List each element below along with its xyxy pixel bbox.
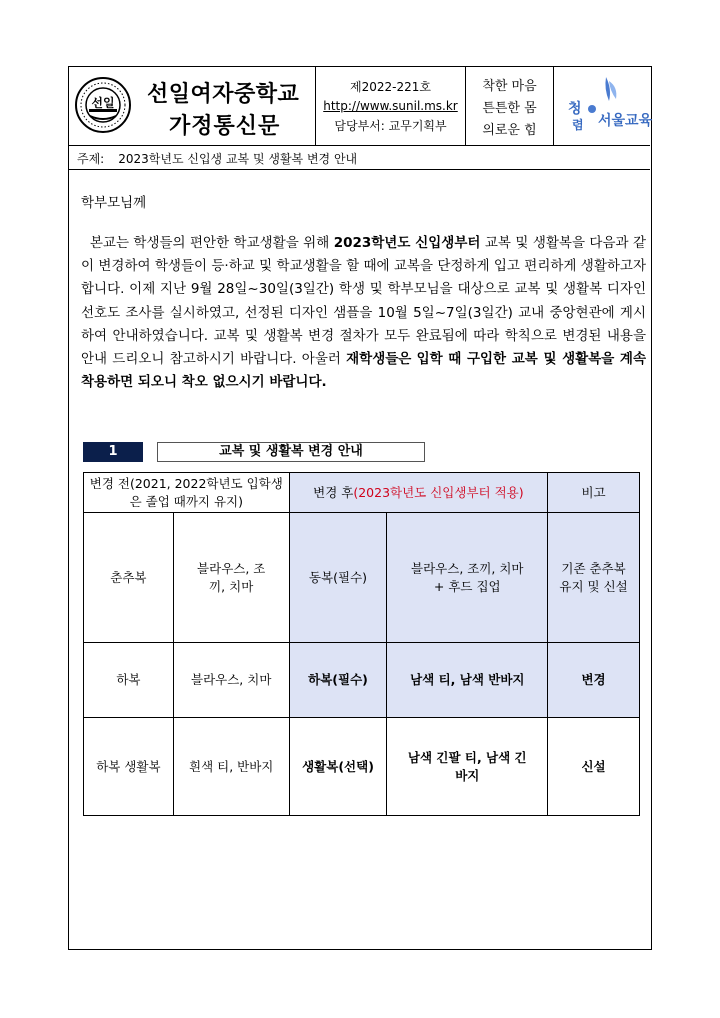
greeting: 학부모님께 [81, 195, 147, 211]
emblem-text: 선일 [91, 96, 115, 110]
after-items: 남색 티, 남색 반바지 [387, 643, 548, 718]
note: 변경 [548, 643, 640, 718]
header-before: 변경 전(2021, 2022학년도 입학생은 졸업 때까지 유지) [84, 473, 290, 513]
subject-text: 2023학년도 신입생 교복 및 생활복 변경 안내 [118, 152, 358, 166]
uniform-change-table [83, 472, 640, 816]
after-type: 하복(필수) [289, 643, 387, 718]
body-bold-3: 입학 때 구입한 교복 및 생활복을 계속 착용하면 되오니 착오 없으시기 바랍니다. [81, 351, 646, 391]
svg-text:서울교육: 서울교육 [598, 113, 653, 129]
section-title: 교복 및 생활복 변경 안내 [157, 442, 425, 462]
letter-body [81, 232, 646, 394]
letter-header [69, 67, 653, 146]
table-row [84, 643, 640, 718]
school-url-link[interactable]: http://www.sunil.ms.kr [323, 99, 458, 113]
before-type: 춘추복 [84, 513, 174, 643]
body-text-1: 본교는 학생들의 편안한 학교생활을 위해 [89, 235, 334, 251]
body-text-2: 교복 및 생활복을 다음과 같이 변경하여 학생들이 등·하교 및 학교생활을 할 때에 교복을 단정하게 입고 편리하게 생활하고자 합니다. 이제 지난 9월 28일~30일(3일간) 학생 및 학부모님을 대상으로 교복 및 생활복 디자인 선호도 조사를 실시하였고, 선정된 디자인 샘플을 10월 5일~7일(3일간) 교내 중앙현관에 게시하여 안내하였습니다. 교복 및 생활복 변경 절차가 모두 완료됨에 따라 학칙으로 변경된 내용을 안내 드리오니 참고하시기 바랍니다. 아울러 [81, 235, 646, 368]
school-block [69, 67, 316, 145]
motto-line: 착한 마음 [482, 78, 537, 94]
section-heading [83, 442, 425, 462]
table-header-row [84, 473, 640, 513]
before-type: 하복 [84, 643, 174, 718]
table-row [84, 718, 640, 816]
header-note: 비고 [548, 473, 640, 513]
before-type: 하복 생활복 [84, 718, 174, 816]
svg-text:렴: 렴 [572, 118, 584, 132]
svg-text:청: 청 [568, 101, 582, 117]
before-items: 블라우스, 조끼, 치마 [173, 513, 289, 643]
table-row [84, 513, 640, 643]
letter-frame [68, 66, 652, 950]
note: 기존 춘추복 유지 및 신설 [548, 513, 640, 643]
section-number: 1 [83, 442, 143, 462]
issue-number: 제2022-221호 [350, 80, 431, 94]
after-type: 동복(필수) [289, 513, 387, 643]
header-after [289, 473, 548, 513]
seoul-education-logo [554, 67, 653, 145]
note: 신설 [548, 718, 640, 816]
subject-label: 주제: [77, 152, 105, 166]
issue-info [316, 67, 466, 145]
school-emblem-icon [74, 76, 132, 134]
header-after-red: (2023학년도 신입생부터 적용) [353, 484, 524, 500]
seoul-education-logo-icon [554, 67, 653, 146]
department: 담당부서: 교무기획부 [334, 119, 447, 133]
motto-line: 의로운 힘 [482, 122, 537, 138]
letter-name: 가정통신문 [169, 114, 281, 139]
header-after-prefix: 변경 후 [313, 484, 354, 500]
subject-bar [69, 146, 650, 170]
school-motto [466, 67, 554, 145]
body-bold-1: 2023학년도 신입생부터 [333, 235, 481, 251]
before-items: 흰색 티, 반바지 [173, 718, 289, 816]
school-name: 선일여자중학교 [147, 82, 300, 107]
after-items: 남색 긴팔 티, 남색 긴바지 [387, 718, 548, 816]
body-bold-2: 재학생들은 [346, 351, 412, 368]
after-type: 생활복(선택) [289, 718, 387, 816]
after-items: 블라우스, 조끼, 치마 + 후드 집업 [387, 513, 548, 643]
motto-line: 튼튼한 몸 [482, 100, 537, 116]
before-items: 블라우스, 치마 [173, 643, 289, 718]
